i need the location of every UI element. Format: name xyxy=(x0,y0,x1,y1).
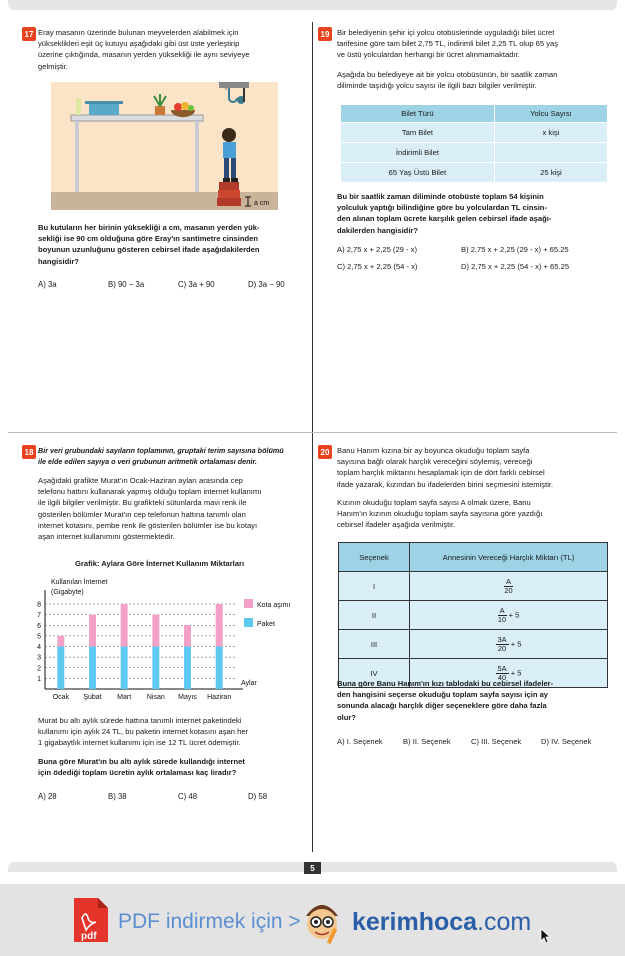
brand-domain: .com xyxy=(477,908,532,936)
bar-kota-asimi xyxy=(89,615,96,647)
table-row xyxy=(339,572,608,601)
denominator: 40 xyxy=(497,672,507,682)
table-cell: x kişi xyxy=(494,123,607,143)
denominator: 20 xyxy=(497,643,507,653)
q20-option-c[interactable]: C) III. Seçenek xyxy=(471,737,522,746)
q19-intro: Bir belediyenin şehir içi yolcu otobüslerinde uyguladığı bilet ücret tarifesine göre tam bilet 2,75 TL, indirimli bilet 2,25 TL olup 65 yaş ve üstü yolculardan herhangi bir ücret alınmamaktadır. xyxy=(337,28,559,60)
internet-usage-chart xyxy=(30,576,310,711)
numerator: A xyxy=(499,605,505,615)
page-number: 5 xyxy=(304,862,321,874)
table-row xyxy=(341,143,608,163)
option-label: IV xyxy=(339,659,410,688)
legend-swatch-kota-asimi xyxy=(244,599,253,608)
row-divider xyxy=(8,432,617,433)
x-tick-label: Ocak xyxy=(52,694,70,701)
y-axis-label: Kullanılan İnternet xyxy=(51,579,108,586)
bar-kota-asimi xyxy=(216,604,223,647)
q18-option-a[interactable]: A) 28 xyxy=(38,792,57,801)
table-cell: 65 Yaş Üstü Bilet xyxy=(341,163,495,183)
download-banner[interactable] xyxy=(0,884,625,956)
y-tick-label: 5 xyxy=(37,633,41,641)
bar-paket xyxy=(184,647,191,690)
q18-option-d[interactable]: D) 58 xyxy=(248,792,268,801)
q19-option-a[interactable]: A) 2,75 x + 2,25 (29 - x) xyxy=(337,245,417,254)
q19-options xyxy=(337,244,617,272)
bar-paket xyxy=(152,647,159,690)
download-cta[interactable]: PDF indirmek için > xyxy=(118,910,301,933)
allowance-table-header: Seçenek xyxy=(339,543,410,572)
legend-swatch-paket xyxy=(244,618,253,627)
bar-paket xyxy=(89,647,96,690)
q20-option-b[interactable]: B) II. Seçenek xyxy=(403,737,451,746)
x-tick-label: Nisan xyxy=(146,694,165,701)
q20-option-d[interactable]: D) IV. Seçenek xyxy=(541,737,592,746)
expression-cell xyxy=(410,630,608,659)
q17-option-c[interactable]: C) 3a + 90 xyxy=(178,280,215,289)
table-row xyxy=(341,123,608,143)
bar-paket xyxy=(216,647,223,690)
q18-intro: Aşağıdaki grafikte Murat'ın Ocak-Haziran ayları arasında cep telefonu hattını kullanarak yapmış olduğu toplam internet kullanımı ile ilgili bilgiler verilmiştir. Bu grafikteki sütunlarda mavi renk ile gösterilen bölümler Murat'ın cep telefonun hattına tanımlı olan internet kotasını, pembe renk ile gösterilen bölümler ise bu kotayı aşan internet kullanımını göstermektedir. xyxy=(38,476,262,542)
y-tick-label: 8 xyxy=(37,601,41,609)
page-top-bar xyxy=(8,0,617,10)
question-number-20: 20 xyxy=(318,445,332,459)
plus-term: + 5 xyxy=(508,610,520,619)
table-cell: 25 kişi xyxy=(494,163,607,183)
q17-option-b[interactable]: B) 90 − 3a xyxy=(108,280,145,289)
numerator: A xyxy=(506,576,511,586)
q17-option-a[interactable]: A) 3a xyxy=(38,280,57,289)
q18-option-b[interactable]: B) 38 xyxy=(108,792,127,801)
numerator: 5A xyxy=(497,663,507,673)
y-tick-label: 6 xyxy=(37,622,41,630)
q20-options xyxy=(337,737,607,746)
x-tick-label: Mayıs xyxy=(178,694,197,701)
bar-paket xyxy=(121,647,128,690)
bar-kota-asimi xyxy=(184,625,191,646)
chart-title: Grafik: Aylara Göre İnternet Kullanım Miktarları xyxy=(75,559,245,568)
q19-option-b[interactable]: B) 2,75 x + 2,25 (29 - x) + 65.25 xyxy=(461,245,569,254)
q18-after: Murat bu altı aylık sürede hattına tanımlı internet paketindeki kullanımı için aylık 24 TL, bu paketin internet kotasını aşan her 1 gigabaytlık internet kullanımı için ise 12 TL ücret ödemiştir. xyxy=(38,716,249,748)
legend-label-paket: Paket xyxy=(257,621,275,628)
y-tick-label: 1 xyxy=(37,675,41,683)
y-tick-label: 3 xyxy=(37,654,41,662)
q17-question: Bu kutuların her birinin yüksekliği a cm, masanın yerden yük- sekliği ise 90 cm olduğuna göre Eray'ın santimetre cinsinden boyunun uzunluğunu gösteren cebirsel ifade aşağıdakilerden hangisidir? xyxy=(38,223,260,266)
legend-label-kota-asimi: Kota aşımı xyxy=(257,602,291,609)
option-label: III xyxy=(339,630,410,659)
x-tick-label: Şubat xyxy=(83,694,102,701)
q19-question: Bu bir saatlik zaman diliminde otobüste toplam 54 kişinin yolculuk yaptığı bilindiğine göre bu yolculardan TL cinsin- den alınan toplam ücrete karşılık gelen cebirsel ifade aşağı- dakilerden hangisidir? xyxy=(337,192,552,235)
brand-name: kerimhoca xyxy=(352,908,478,936)
ticket-table-header: Yolcu Sayısı xyxy=(494,105,607,123)
brand-link[interactable] xyxy=(352,908,531,937)
q17-options xyxy=(38,280,318,289)
y-tick-label: 2 xyxy=(37,665,41,673)
expression-cell xyxy=(410,572,608,601)
plus-term: + 5 xyxy=(510,668,522,677)
plus-term: + 5 xyxy=(510,639,522,648)
q19-option-d[interactable]: D) 2,75 x + 2,25 (54 - x) + 65.25 xyxy=(461,262,570,272)
question-number-19: 19 xyxy=(318,27,332,41)
y-tick-label: 4 xyxy=(37,644,41,651)
table-row xyxy=(339,601,608,630)
q20-option-a[interactable]: A) I. Seçenek xyxy=(337,737,383,746)
q20-intro2: Kızının okuduğu toplam sayfa sayısı A olmak üzere, Banu Hanım'ın kızının okuduğu toplam sayfa sayısına göre yazdığı cebirsel ifadeler aşağıda verilmiştir. xyxy=(337,498,543,530)
q18-question: Buna göre Murat'ın bu altı aylık sürede kullandığı internet için ödediği toplam ücretin aylık ortalaması kaç liradır? xyxy=(38,757,245,778)
q18-options xyxy=(38,792,318,801)
pdf-label: pdf xyxy=(81,931,97,942)
ticket-table xyxy=(340,104,608,183)
q20-intro: Banu Hanım kızına bir ay boyunca okuduğu toplam sayfa sayısına bağlı olarak harçlık vereceğini söylemiş, vereceği toplam harçlık miktarını hesaplamak için de dört farklı cebirsel ifade yazarak, kızından bu ifadelerden birini seçmesini istemiştir. xyxy=(337,446,554,489)
q18-option-c[interactable]: C) 48 xyxy=(178,792,198,801)
fraction xyxy=(498,607,507,624)
bar-kota-asimi xyxy=(121,604,128,647)
x-tick-label: Haziran xyxy=(207,694,232,701)
option-label: I xyxy=(339,572,410,601)
denominator: 10 xyxy=(497,614,507,624)
q19-option-c[interactable]: C) 2,75 x + 2,25 (54 - x) xyxy=(337,262,418,272)
denominator: 20 xyxy=(504,585,513,595)
allowance-table-header: Annesinin Vereceği Harçlık Miktarı (TL) xyxy=(410,543,608,572)
bar-kota-asimi xyxy=(152,615,159,647)
fraction xyxy=(496,636,509,653)
column-divider xyxy=(312,22,313,852)
table-row xyxy=(339,630,608,659)
q17-illustration xyxy=(51,82,278,210)
x-axis-label: Aylar xyxy=(241,680,257,687)
table-cell: Tam Bilet xyxy=(341,123,495,143)
q18-note: Bir veri grubundaki sayıların toplamının, gruptaki terim sayısına bölümü ile elde edilen sayıya o veri grubunun aritmetik ortalaması denir. xyxy=(38,446,284,467)
bar-kota-asimi xyxy=(57,636,64,647)
allowance-table xyxy=(338,542,608,688)
table-cell: İndirimli Bilet xyxy=(341,143,495,163)
mouse-cursor-icon xyxy=(540,928,552,944)
teacher-mascot-icon xyxy=(296,894,348,946)
q17-option-d[interactable]: D) 3a − 90 xyxy=(248,280,285,289)
option-label: II xyxy=(339,601,410,630)
question-number-17: 17 xyxy=(22,27,36,41)
q17-intro: Eray masanın üzerinde bulunan meyvelerden alabilmek için yükseklikleri eşit üç kutuyu aşağıdaki gibi üst üste yerleştirip üzerine çıktığında, masanın yerden yüksekliği ile aynı seviyeye gelmiştir. xyxy=(38,28,250,71)
expression-cell xyxy=(410,601,608,630)
table-cell xyxy=(494,143,607,163)
numerator: 3A xyxy=(497,634,507,644)
q19-intro2: Aşağıda bu belediyeye ait bir yolcu otobüsünün, bir saatlik zaman diliminde taşıdığı yolcu sayısı ile ilgili bazı bilgiler verilmiştir. xyxy=(337,70,558,91)
q20-question: Buna göre Banu Hanım'ın kızı tablodaki bu cebirsel ifadeler- den hangisini seçerse okuduğu toplam sayfa sayısı için ay sonunda alacağı harçlık diğer seçeneklere göre daha fazla olur? xyxy=(337,679,554,722)
y-tick-label: 7 xyxy=(37,612,41,620)
ticket-table-header: Bilet Türü xyxy=(341,105,495,123)
table-row xyxy=(341,163,608,183)
question-number-18: 18 xyxy=(22,445,36,459)
pdf-file-icon xyxy=(72,896,110,944)
x-tick-label: Mart xyxy=(117,694,132,701)
fraction xyxy=(504,578,513,595)
y-axis-label-unit: (Gigabyte) xyxy=(51,589,84,596)
bar-paket xyxy=(57,647,64,690)
box-height-label: a cm xyxy=(254,200,270,207)
